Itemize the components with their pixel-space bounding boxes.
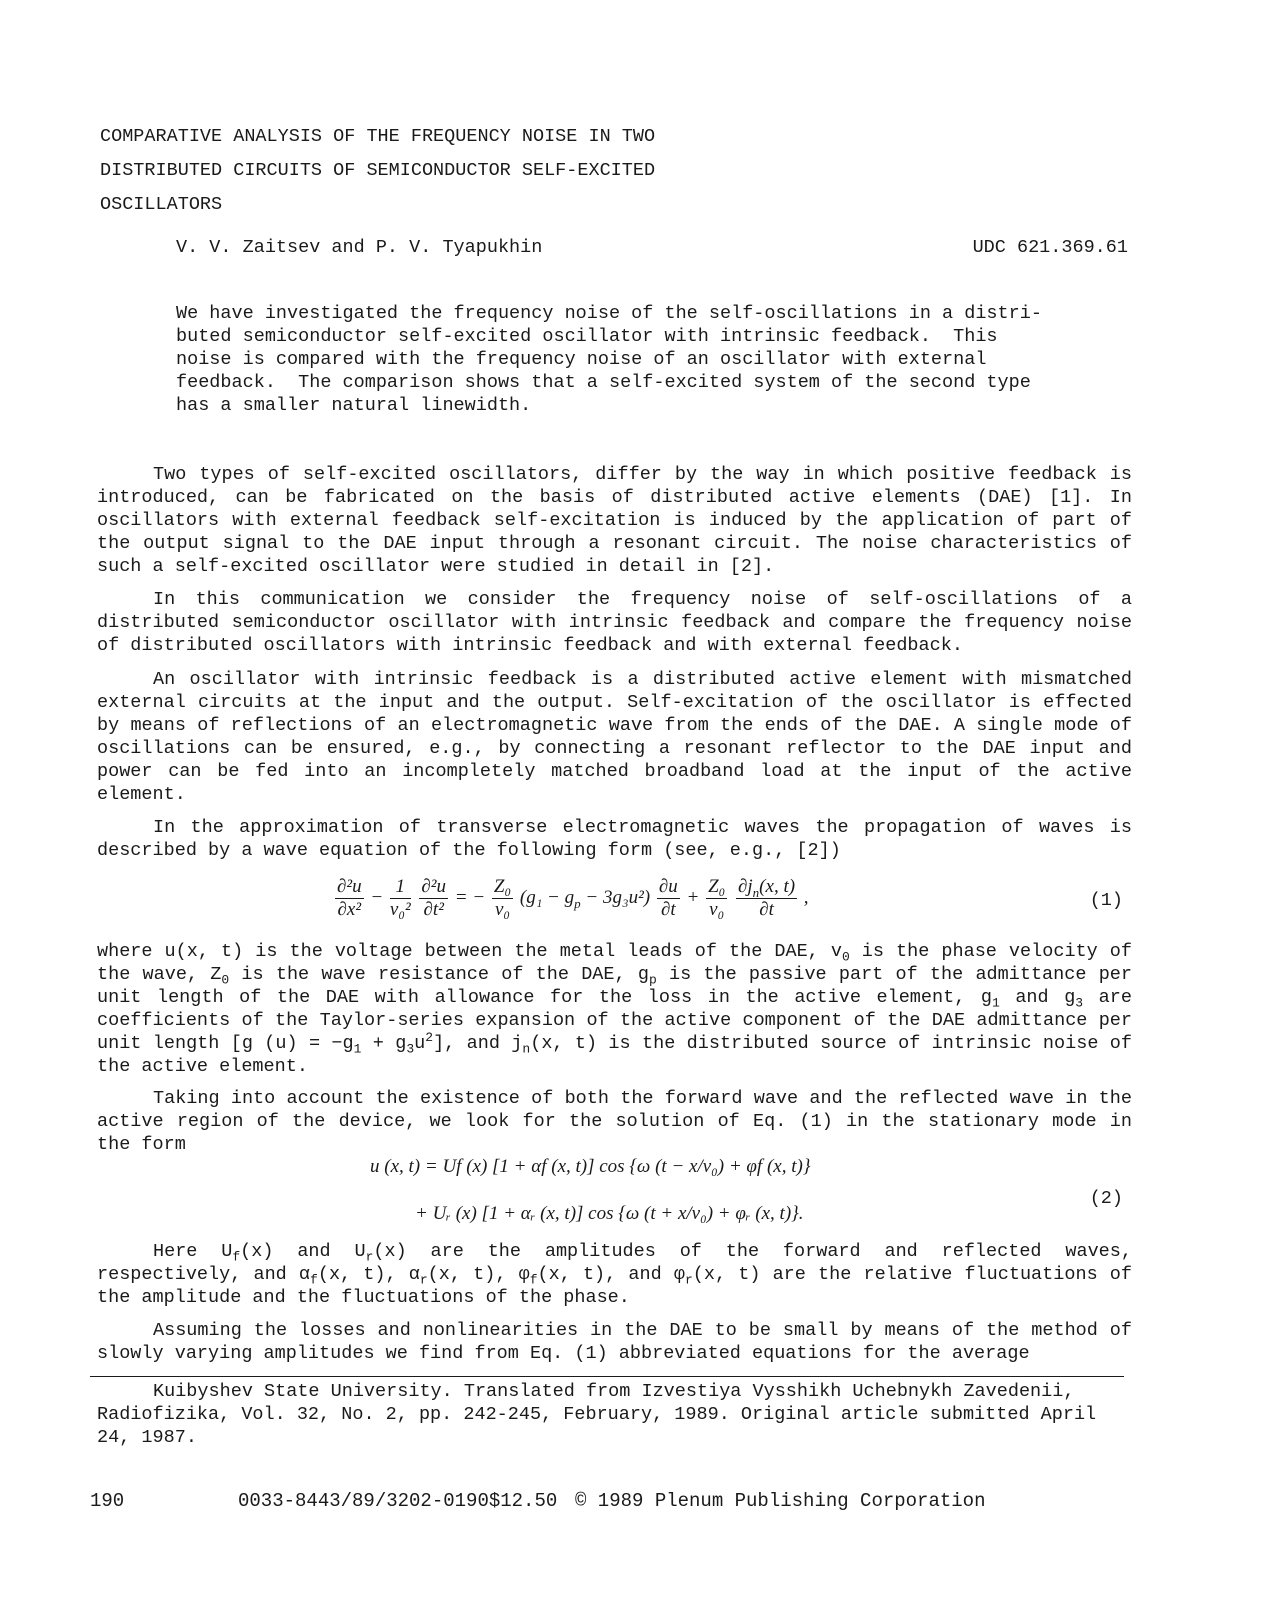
paragraph-2 — [97, 588, 1132, 657]
paragraph-5 — [97, 940, 1132, 1078]
paragraph-1-text: Two types of self-excited oscillators, differ by the way in which positive feedback is introduced, can be fabricated on the basis of distributed active elements (DAE) [1]. In oscillators with external feedback self-excitation is induced by the application of part of the output signal to the DAE input through a resonant circuit. The noise characteristics of such a self-excited oscillator were studied in detail in [2]. — [97, 464, 1132, 577]
paragraph-2-text: In this communication we consider the frequency noise of self-oscillations of a distributed semiconductor oscillator with intrinsic feedback and compare the frequency noise of distributed oscillators with intrinsic feedback and with external feedback. — [97, 589, 1132, 656]
title-line-3: OSCILLATORS — [100, 194, 223, 215]
footnote-rule — [90, 1376, 1124, 1377]
abstract-line-1: We have investigated the frequency noise of the self-oscillations in a distri- — [176, 303, 1042, 324]
paragraph-6 — [97, 1087, 1132, 1156]
udc-code: UDC 621.369.61 — [972, 237, 1128, 258]
equation-2-line-2: + Uᵣ (x) [1 + αᵣ (x, t)] cos {ω (t + x/v₀) + φᵣ (x, t)}. — [415, 1203, 804, 1224]
paragraph-4 — [97, 816, 1132, 862]
equation-2-line-1: u (x, t) = Uf (x) [1 + αf (x, t)] cos {ω (t − x/v₀) + φf (x, t)} — [370, 1156, 811, 1177]
equation-1: $\frac{\text{∂²u}}{\text{∂x²}}$ − $\frac{1}{\text{v₀²}}$ $\frac{\text{∂²u}}{\text{∂t²}}$ = − $\frac{\text{Z₀}}{\text{v₀}}$ $(g_1 - g_p - 3g_3u^2)$ $\frac{\partial u}{\partial t}$ + $\frac{\text{Z₀}}{\text{v₀}}$ $\frac{\partial j_n(x, t)}{\partial t}$ , — [337, 876, 809, 920]
abstract-line-5: has a smaller natural linewidth. — [176, 395, 532, 416]
title-line-1: COMPARATIVE ANALYSIS OF THE FREQUENCY NOISE IN TWO — [100, 126, 656, 147]
publication-code: 0033-8443/89/3202-0190$12.50 — [238, 1490, 558, 1512]
abstract-line-3: noise is compared with the frequency noise of an oscillator with external — [176, 349, 987, 370]
page-number: 190 — [90, 1490, 125, 1512]
paragraph-5-text: where u(x, t) is the voltage between the metal leads of the DAE, $v_0$ is the phase velocity of the wave, $Z_0$ is the wave resistance of the DAE, $g_p$ is the passive part of the admittance per unit length of the DAE with allowance for the loss in the active element, $g_1$ and $g_3$ are coefficients of the Taylor-series expansion of the active component of the DAE admittance per unit length [g $(u) = -g_1 + g_3u^2$], and $j_n(x$, t) is the distributed source of intrinsic noise of the active element. — [97, 941, 1132, 1077]
copyright: © 1989 Plenum Publishing Corporation — [575, 1490, 986, 1512]
paragraph-7-text: Here $U_f(x)$ and $U_r(x)$ are the amplitudes of the forward and reflected waves, respectively, and $\alpha_f(x$, t), $\alpha_r(x$, t), $\varphi_f(x$, t), and $\varphi_r(x$, t) are the relative fluctuations of the amplitude and the fluctuations of the phase. — [97, 1241, 1133, 1308]
paragraph-3-text: An oscillator with intrinsic feedback is a distributed active element with mismatched external circuits at the input and the output. Self-excitation of the oscillator is effected by means of reflections of an electromagnetic wave from the ends of the DAE. A single mode of oscillations can be ensured, e.g., by connecting a resonant reflector to the DAE input and power can be fed into an incompletely matched broadband load at the input of the active element. — [97, 669, 1132, 805]
footnote — [97, 1380, 1132, 1449]
paragraph-4-text: In the approximation of transverse electromagnetic waves the propagation of waves is described by a wave equation of the following form (see, e.g., [2]) — [97, 817, 1132, 861]
abstract-line-4: feedback. The comparison shows that a self-excited system of the second type — [176, 372, 1031, 393]
paragraph-1 — [97, 463, 1132, 578]
paragraph-7 — [97, 1240, 1132, 1309]
paragraph-3 — [97, 668, 1132, 806]
paragraph-8-text: Assuming the losses and nonlinearities in the DAE to be small by means of the method of slowly varying amplitudes we find from Eq. (1) abbreviated equations for the average — [97, 1320, 1132, 1364]
equation-2-number: (2) — [1089, 1188, 1123, 1209]
equation-1-number: (1) — [1089, 890, 1123, 911]
authors: V. V. Zaitsev and P. V. Tyapukhin — [176, 237, 543, 258]
paragraph-8 — [97, 1319, 1132, 1365]
abstract — [176, 302, 1076, 417]
title-line-2: DISTRIBUTED CIRCUITS OF SEMICONDUCTOR SELF-EXCITED — [100, 160, 656, 181]
paper-title — [100, 120, 800, 222]
footnote-text: Kuibyshev State University. Translated from Izvestiya Vysshikh Uchebnykh Zavedenii, Radiofizika, Vol. 32, No. 2, pp. 242-245, February, 1989. Original article submitted April 24, 1987. — [97, 1381, 1097, 1448]
paragraph-6-text: Taking into account the existence of both the forward wave and the reflected wave in the active region of the device, we look for the solution of Eq. (1) in the stationary mode in the form — [97, 1088, 1132, 1155]
abstract-line-2: buted semiconductor self-excited oscillator with intrinsic feedback. This — [176, 326, 998, 347]
